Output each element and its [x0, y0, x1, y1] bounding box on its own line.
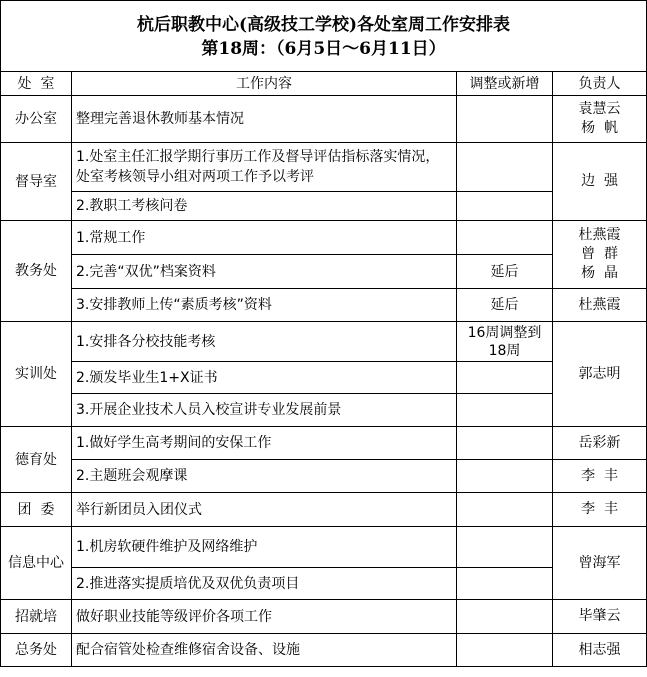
header-dept: 处 室 — [1, 72, 72, 96]
table-row — [1, 221, 647, 255]
table-row — [1, 96, 647, 143]
task-cell: 2.主题班会观摩课 — [72, 460, 457, 493]
table-row — [1, 255, 647, 289]
task-cell: 2.完善“双优”档案资料 — [72, 255, 457, 289]
owner-name: 杨 晶 — [581, 265, 618, 281]
owner-name: 杨 帆 — [581, 120, 618, 136]
owner-cell: 杜燕霞 — [553, 289, 647, 322]
dept-office: 办公室 — [1, 96, 72, 143]
adjust-cell — [457, 96, 553, 143]
dept-supervision: 督导室 — [1, 143, 72, 221]
dept-general: 总务处 — [1, 634, 72, 667]
owner-cell: 李 丰 — [553, 493, 647, 527]
table-row — [1, 143, 647, 192]
owner-name: 边 强 — [581, 173, 618, 189]
task-cell: 1.常规工作 — [72, 221, 457, 255]
owner-cell: 李 丰 — [553, 460, 647, 493]
table-row — [1, 394, 647, 427]
adjust-cell: 延后 — [457, 289, 553, 322]
table-title — [1, 1, 647, 72]
owner-name: 袁慧云 — [578, 101, 621, 117]
dept-moral: 德育处 — [1, 427, 72, 493]
table-row — [1, 322, 647, 362]
header-row — [1, 72, 647, 96]
task-cell: 做好职业技能等级评价各项工作 — [72, 600, 457, 634]
title-line-2: 第18周：（6月5日～6月11日） — [201, 39, 446, 59]
table-row — [1, 600, 647, 634]
title-line-1: 杭后职教中心(高级技工学校)各处室周工作安排表 — [136, 15, 511, 35]
table-row — [1, 568, 647, 600]
dept-info: 信息中心 — [1, 527, 72, 600]
adjust-cell — [457, 634, 553, 667]
header-adjust: 调整或新增 — [457, 72, 553, 96]
task-cell: 1.安排各分校技能考核 — [72, 322, 457, 362]
task-cell: 2.推进落实提质培优及双优负责项目 — [72, 568, 457, 600]
task-cell: 2.颁发毕业生1+X证书 — [72, 362, 457, 394]
table-row — [1, 493, 647, 527]
task-cell: 1.机房软硬件维护及网络维护 — [72, 527, 457, 568]
dept-league: 团 委 — [1, 493, 72, 527]
owner-name: 杜燕霞 — [578, 227, 621, 243]
title-row — [1, 1, 647, 72]
table-row — [1, 427, 647, 460]
owner-cell: 相志强 — [553, 634, 647, 667]
header-owner: 负责人 — [553, 72, 647, 96]
adjust-cell — [457, 192, 553, 221]
adjust-cell: 16周调整到18周 — [457, 322, 553, 362]
header-content: 工作内容 — [72, 72, 457, 96]
adjust-cell: 延后 — [457, 255, 553, 289]
adjust-cell — [457, 394, 553, 427]
dept-training: 实训处 — [1, 322, 72, 427]
owner-cell: 毕肇云 — [553, 600, 647, 634]
dept-enroll: 招就培 — [1, 600, 72, 634]
table-row — [1, 460, 647, 493]
owner-name: 曾 群 — [581, 246, 618, 262]
task-cell: 举行新团员入团仪式 — [72, 493, 457, 527]
table-row — [1, 362, 647, 394]
task-cell: 1.做好学生高考期间的安保工作 — [72, 427, 457, 460]
table-row — [1, 289, 647, 322]
task-cell: 3.安排教师上传“素质考核”资料 — [72, 289, 457, 322]
adjust-cell — [457, 527, 553, 568]
table-row — [1, 527, 647, 568]
owner-cell: 岳彩新 — [553, 427, 647, 460]
dept-academic: 教务处 — [1, 221, 72, 322]
table-row — [1, 634, 647, 667]
adjust-cell — [457, 362, 553, 394]
adjust-cell — [457, 600, 553, 634]
task-cell: 2.教职工考核问卷 — [72, 192, 457, 221]
adjust-cell — [457, 427, 553, 460]
table-row — [1, 192, 647, 221]
owner-cell — [553, 221, 647, 289]
adjust-cell — [457, 221, 553, 255]
adjust-cell — [457, 568, 553, 600]
owner-cell — [553, 143, 647, 221]
task-cell: 整理完善退休教师基本情况 — [72, 96, 457, 143]
adjust-cell — [457, 460, 553, 493]
owner-cell: 郭志明 — [553, 322, 647, 427]
adjust-cell — [457, 143, 553, 192]
task-cell: 1.处室主任汇报学期行事历工作及督导评估指标落实情况，处室考核领导小组对两项工作予以考评 — [72, 143, 457, 192]
task-cell: 3.开展企业技术人员入校宣讲专业发展前景 — [72, 394, 457, 427]
adjust-cell — [457, 493, 553, 527]
owner-cell — [553, 96, 647, 143]
task-cell: 配合宿管处检查维修宿舍设备、设施 — [72, 634, 457, 667]
owner-cell: 曾海军 — [553, 527, 647, 600]
